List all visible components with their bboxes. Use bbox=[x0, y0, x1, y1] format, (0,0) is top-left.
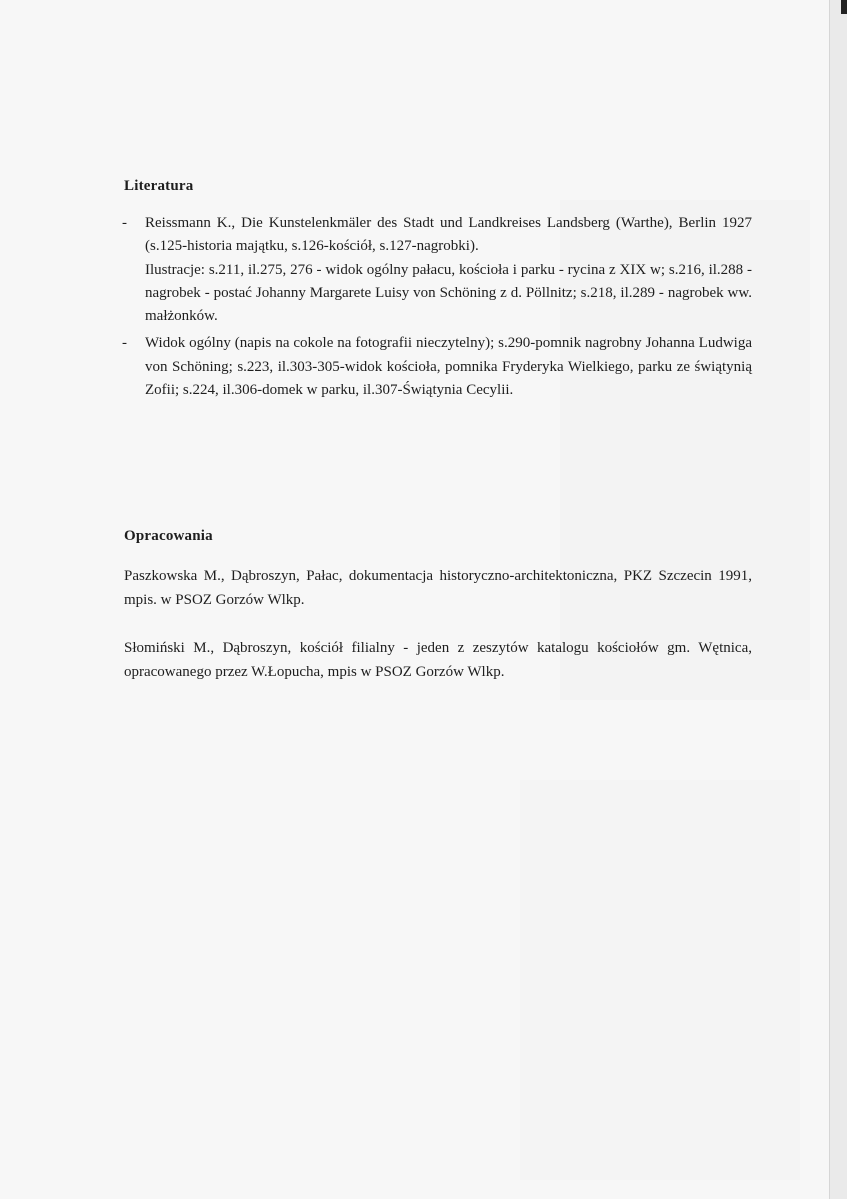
opracowania-entry-text: Paszkowska M., Dąbroszyn, Pałac, dokumentacja historyczno-architektoniczna, PKZ Szczecin 1991, mpis. w PSOZ Gorzów Wlkp. bbox=[124, 568, 752, 608]
list-item bbox=[122, 212, 752, 328]
scan-bleed-shadow bbox=[520, 780, 800, 1180]
opracowania-entry bbox=[124, 564, 752, 612]
section-title-literatura: Literatura bbox=[124, 178, 194, 194]
opracowania-entry-text: Słomiński M., Dąbroszyn, kościół filialny - jeden z zeszytów katalogu kościołów gm. Wętnica, opracowanego przez W.Łopucha, mpis w PSOZ Gorzów Wlkp. bbox=[124, 640, 752, 680]
list-dash: - bbox=[122, 215, 127, 231]
literatura-list bbox=[122, 212, 752, 406]
literatura-entry-text: Reissmann K., Die Kunstelenkmäler des Stadt und Landkreises Landsberg (Warthe), Berlin 1927 (s.125-historia majątku, s.126-kościół, s.127-nagrobki). bbox=[145, 215, 752, 255]
opracowania-entry bbox=[124, 636, 752, 684]
scan-page-edge bbox=[829, 0, 847, 1199]
section-title-opracowania: Opracowania bbox=[124, 528, 213, 544]
list-item bbox=[122, 332, 752, 402]
list-dash: - bbox=[122, 335, 127, 352]
scan-edge-mark bbox=[841, 0, 847, 14]
literatura-entry-text: Widok ogólny (napis na cokole na fotografii nieczytelny); s.290-pomnik nagrobny Johanna Ludwiga von Schöning; s.223, il.303-305-widok kościoła, pomnika Fryderyka Wielkiego, parku ze świątynią Zofii; s.224, il.306-domek w parku, il.307-Świątynia Cecylii. bbox=[145, 335, 752, 399]
literatura-entry-illustrations: Ilustracje: s.211, il.275, 276 - widok ogólny pałacu, kościoła i parku - rycina z XIX w; s.216, il.288 - nagrobek - postać Johanny Margarete Luisy von Schöning z d. Pöllnitz; s.218, il.289 - nagrobek ww. małżonków. bbox=[145, 261, 752, 325]
